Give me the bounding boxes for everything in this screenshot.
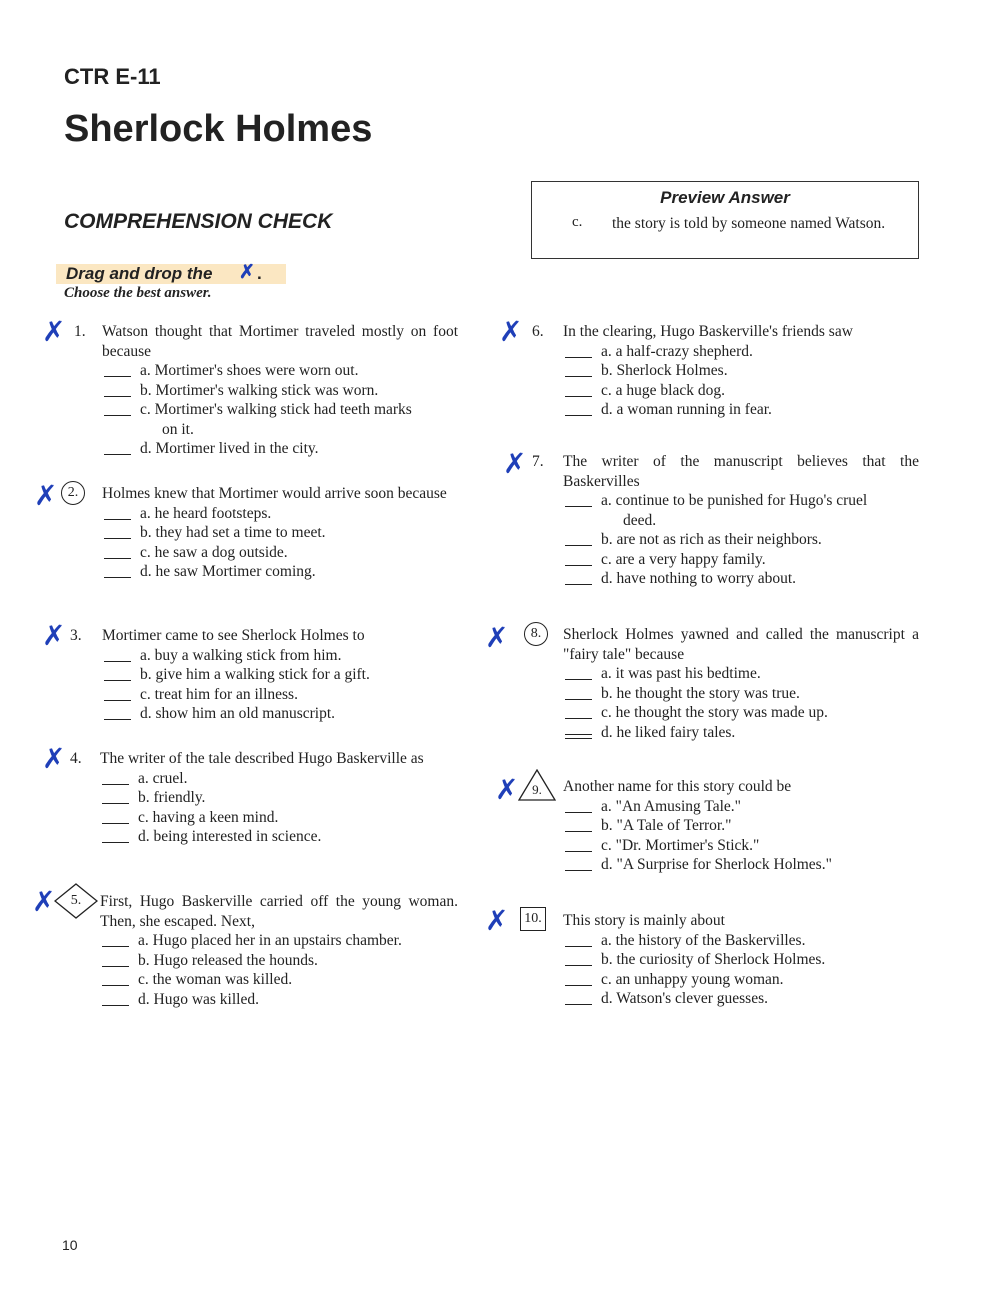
section-heading: COMPREHENSION CHECK (64, 210, 333, 233)
question-stem: The writer of the manuscript believes that the Baskervilles (563, 453, 919, 490)
question-stem: Mortimer came to see Sherlock Holmes to (102, 627, 365, 644)
x-mark-icon[interactable]: ✗ (485, 904, 509, 937)
answer-option[interactable]: d. a woman running in fear. (563, 400, 917, 420)
question-stem: Watson thought that Mortimer traveled mostly on foot because (102, 323, 458, 360)
answer-option[interactable]: d. Hugo was killed. (100, 990, 458, 1010)
question-number-circled: 2. (61, 481, 85, 505)
answer-option[interactable]: a. "An Amusing Tale." (563, 797, 919, 817)
answer-option[interactable]: d. show him an old manuscript. (102, 704, 458, 724)
question-7 (563, 452, 919, 589)
answer-option-continuation: on it. (162, 420, 194, 438)
x-mark-icon[interactable]: ✗ (485, 621, 509, 654)
question-number-boxed: 10. (520, 907, 546, 931)
answer-option[interactable]: a. a half-crazy shepherd. (563, 342, 917, 362)
answer-option[interactable]: c. a huge black dog. (563, 381, 917, 401)
answer-option[interactable]: d. he liked fairy tales. (563, 723, 919, 743)
question-number: 6. (532, 323, 544, 340)
x-mark-icon[interactable]: ✗ (34, 479, 58, 512)
x-mark-icon[interactable]: ✗ (42, 742, 66, 775)
answer-option[interactable]: b. they had set a time to meet. (102, 523, 458, 543)
answer-option[interactable]: b. the curiosity of Sherlock Holmes. (563, 950, 919, 970)
drag-instruction: Drag and drop the (66, 264, 213, 283)
answer-option[interactable]: c. the woman was killed. (100, 970, 458, 990)
question-6 (563, 322, 917, 420)
question-4 (100, 749, 458, 847)
question-8 (563, 625, 919, 742)
answer-option[interactable]: b. Sherlock Holmes. (563, 361, 917, 381)
x-mark-icon[interactable]: ✗ (42, 315, 66, 348)
question-number-circled: 8. (524, 622, 548, 646)
answer-option[interactable]: c. Mortimer's walking stick had teeth marks (102, 400, 458, 420)
answer-option[interactable]: a. it was past his bedtime. (563, 664, 919, 684)
answer-option[interactable]: a. he heard footsteps. (102, 504, 458, 524)
answer-option[interactable]: a. Hugo placed her in an upstairs chamber. (100, 931, 458, 951)
question-2 (102, 484, 458, 582)
question-stem: Another name for this story could be (563, 778, 792, 795)
answer-option[interactable]: b. he thought the story was true. (563, 684, 919, 704)
question-number: 5. (70, 893, 82, 908)
draggable-x-mark-icon[interactable]: ✗ (239, 262, 255, 283)
x-mark-icon[interactable]: ✗ (499, 315, 523, 348)
answer-option[interactable]: c. he thought the story was made up. (563, 703, 919, 723)
answer-option[interactable]: d. "A Surprise for Sherlock Holmes." (563, 855, 919, 875)
answer-option[interactable]: c. treat him for an illness. (102, 685, 458, 705)
x-mark-icon[interactable]: ✗ (503, 447, 527, 480)
answer-option[interactable]: c. an unhappy young woman. (563, 970, 919, 990)
question-stem: The writer of the tale described Hugo Baskerville as (100, 750, 424, 767)
preview-answer-box (531, 181, 919, 259)
answer-option[interactable]: d. Mortimer lived in the city. (102, 439, 458, 459)
answer-option[interactable]: c. "Dr. Mortimer's Stick." (563, 836, 919, 856)
answer-option[interactable]: b. are not as rich as their neighbors. (563, 530, 919, 550)
answer-option[interactable]: a. the history of the Baskervilles. (563, 931, 919, 951)
x-mark-icon[interactable]: ✗ (42, 619, 66, 652)
preview-letter: c. (572, 214, 583, 230)
x-mark-icon[interactable]: ✗ (32, 885, 56, 918)
question-1 (102, 322, 458, 459)
document-code: CTR E-11 (64, 64, 161, 89)
question-stem: Holmes knew that Mortimer would arrive soon because (102, 485, 447, 502)
answer-option[interactable]: d. he saw Mortimer coming. (102, 562, 458, 582)
answer-option[interactable]: c. having a keen mind. (100, 808, 458, 828)
x-mark-icon[interactable]: ✗ (495, 773, 519, 806)
answer-option[interactable]: b. give him a walking stick for a gift. (102, 665, 458, 685)
question-number: 3. (70, 627, 82, 644)
page-number: 10 (62, 1237, 78, 1253)
answer-option[interactable]: a. buy a walking stick from him. (102, 646, 458, 666)
answer-option[interactable]: c. are a very happy family. (563, 550, 919, 570)
question-stem: First, Hugo Baskerville carried off the young woman. Then, she escaped. Next, (100, 893, 458, 930)
question-number: 7. (532, 453, 544, 470)
answer-option[interactable]: b. friendly. (100, 788, 458, 808)
answer-option[interactable]: b. "A Tale of Terror." (563, 816, 919, 836)
question-number: 4. (70, 750, 82, 767)
answer-option[interactable]: b. Hugo released the hounds. (100, 951, 458, 971)
question-number: 9. (532, 782, 542, 797)
question-10 (563, 911, 919, 1009)
answer-option[interactable]: d. being interested in science. (100, 827, 458, 847)
question-stem: This story is mainly about (563, 912, 725, 929)
question-stem: Sherlock Holmes yawned and called the manuscript a "fairy tale" because (563, 626, 919, 663)
drag-instruction-period: . (257, 264, 262, 283)
answer-option[interactable]: c. he saw a dog outside. (102, 543, 458, 563)
answer-option[interactable]: d. Watson's clever guesses. (563, 989, 919, 1009)
answer-option-continuation: deed. (623, 511, 657, 529)
page-title: Sherlock Holmes (64, 108, 373, 150)
question-3 (102, 626, 458, 724)
choose-instruction: Choose the best answer. (64, 285, 212, 301)
preview-title: Preview Answer (660, 188, 790, 207)
answer-option[interactable]: d. have nothing to worry about. (563, 569, 919, 589)
answer-option[interactable]: a. continue to be punished for Hugo's cruel (563, 491, 919, 511)
question-number: 1. (74, 323, 86, 340)
question-5 (100, 892, 458, 1009)
answer-option[interactable]: a. Mortimer's shoes were worn out. (102, 361, 458, 381)
question-9 (563, 777, 919, 875)
preview-text: the story is told by someone named Watson. (612, 215, 886, 232)
answer-option[interactable]: b. Mortimer's walking stick was worn. (102, 381, 458, 401)
answer-option[interactable]: a. cruel. (100, 769, 458, 789)
question-stem: In the clearing, Hugo Baskerville's friends saw (563, 323, 853, 340)
